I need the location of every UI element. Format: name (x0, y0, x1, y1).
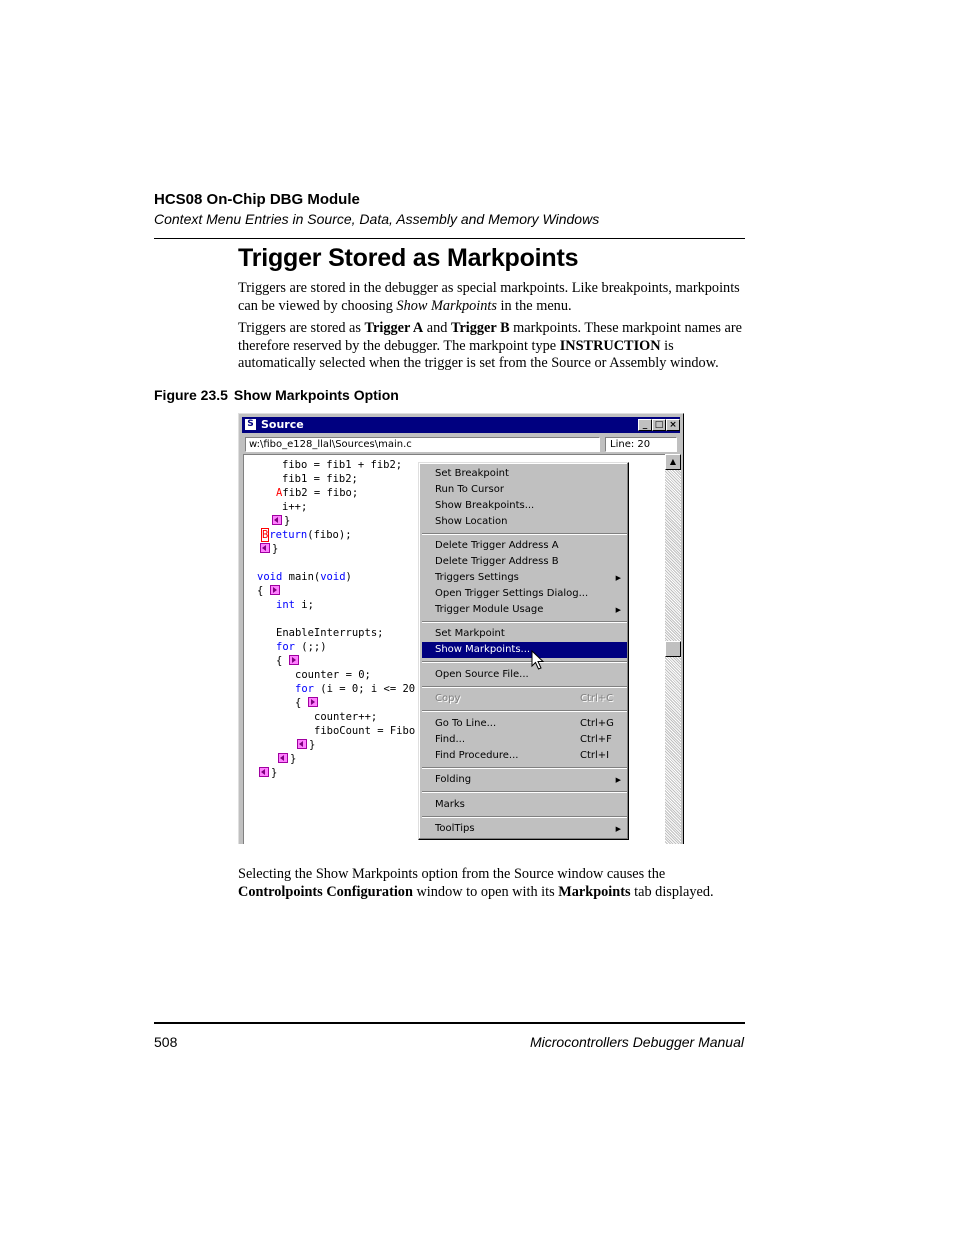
code-line: } (278, 752, 296, 766)
page-number: 508 (154, 1034, 178, 1050)
markpoint-icon (289, 655, 299, 665)
menu-item-show-breakpoints[interactable]: Show Breakpoints... (435, 500, 535, 511)
menu-item-set-breakpoint[interactable]: Set Breakpoint (435, 468, 509, 479)
vertical-scrollbar[interactable] (665, 454, 681, 844)
mouse-pointer-icon (531, 650, 545, 672)
menu-item-run-to-cursor[interactable]: Run To Cursor (435, 484, 504, 495)
code-line: { (276, 654, 301, 668)
line-number-field: Line: 20 (605, 437, 677, 452)
menu-separator (422, 791, 627, 793)
section-heading: Trigger Stored as Markpoints (238, 244, 579, 272)
window-title: Source (261, 418, 304, 431)
menu-separator (422, 686, 627, 688)
window-title-bar[interactable] (242, 417, 680, 433)
markpoint-icon (259, 767, 269, 777)
code-line: Afib2 = fibo; (276, 487, 359, 499)
menu-separator (422, 533, 627, 535)
source-app-icon: S (245, 419, 256, 430)
header-subtitle: Context Menu Entries in Source, Data, Assembly and Memory Windows (154, 211, 600, 227)
menu-item-open-trigger-settings[interactable]: Open Trigger Settings Dialog... (435, 588, 589, 599)
code-line: } (297, 738, 315, 752)
trigger-b-marker: B (262, 529, 269, 541)
menu-item-delete-trigger-a[interactable]: Delete Trigger Address A (435, 540, 559, 551)
markpoint-icon (308, 697, 318, 707)
code-line: fiboCount = Fibo (314, 725, 416, 737)
menu-item-copy[interactable]: Copy Ctrl+C (435, 693, 614, 704)
scroll-thumb[interactable] (665, 641, 681, 657)
code-line: fibo = fib1 + fib2; (282, 459, 403, 471)
minimize-button[interactable]: _ (638, 419, 652, 431)
paragraph-3: Selecting the Show Markpoints option from the Source window causes the Controlpoints Configuration window to open with its Markpoints tab displayed. (238, 866, 714, 900)
menu-item-go-to-line[interactable]: Go To Line... Ctrl+G (435, 718, 614, 729)
code-line: Breturn(fibo); (262, 529, 352, 541)
menu-item-triggers-settings[interactable]: Triggers Settings ▶ (422, 570, 627, 586)
code-line: i++; (282, 501, 308, 513)
menu-item-open-source-file[interactable]: Open Source File... (435, 669, 529, 680)
header-title: HCS08 On-Chip DBG Module (154, 191, 360, 208)
code-line: counter = 0; (295, 669, 371, 681)
code-line: counter++; (314, 711, 378, 723)
maximize-button[interactable]: □ (652, 419, 666, 431)
menu-item-trigger-module-usage[interactable]: Trigger Module Usage ▶ (422, 602, 627, 618)
footer-rule (154, 1022, 745, 1024)
file-path-field: w:\fibo_e128_llal\Sources\main.c (245, 437, 600, 452)
code-line: } (259, 766, 277, 780)
code-line: { (257, 584, 282, 598)
trigger-a-marker: A (276, 487, 283, 499)
code-line: } (272, 514, 290, 528)
markpoint-icon (278, 753, 288, 763)
markpoint-icon (272, 515, 282, 525)
code-line: for (;;) (276, 641, 327, 653)
menu-separator (422, 710, 627, 712)
code-line: EnableInterrupts; (276, 627, 384, 639)
markpoint-icon (270, 585, 280, 595)
code-line: for (i = 0; i <= 20 (295, 683, 416, 695)
code-line: fib1 = fib2; (282, 473, 358, 485)
figure-caption: Figure 23.5 Show Markpoints Option (154, 387, 399, 403)
context-menu (418, 462, 629, 840)
menu-separator (422, 661, 627, 663)
menu-item-folding[interactable]: Folding ▶ (422, 772, 627, 788)
menu-item-show-markpoints[interactable]: Show Markpoints... (422, 642, 627, 658)
code-line: void main(void) (257, 571, 352, 583)
menu-separator (422, 816, 627, 818)
paragraph-1: Triggers are stored in the debugger as special markpoints. Like breakpoints, markpoints can be viewed by choosing Show Markpoints in the menu. (238, 280, 740, 314)
paragraph-2: Triggers are stored as Trigger A and Trigger B markpoints. These markpoint names are therefore reserved by the debugger. The markpoint type INSTRUCTION is automatically selected when the trigger is set from the Source or Assembly window. (238, 320, 743, 371)
submenu-arrow-icon: ▶ (615, 776, 621, 784)
submenu-arrow-icon: ▶ (615, 606, 621, 614)
code-line: int i; (276, 599, 314, 611)
menu-item-delete-trigger-b[interactable]: Delete Trigger Address B (435, 556, 559, 567)
submenu-arrow-icon: ▶ (615, 574, 621, 582)
menu-item-tooltips[interactable]: ToolTips ▶ (422, 821, 627, 837)
markpoint-icon (297, 739, 307, 749)
menu-item-find[interactable]: Find... Ctrl+F (435, 734, 612, 745)
scroll-up-icon[interactable]: ▲ (665, 454, 681, 470)
code-line: { (295, 696, 320, 710)
menu-separator (422, 767, 627, 769)
manual-title: Microcontrollers Debugger Manual (530, 1034, 744, 1050)
header-rule (154, 238, 745, 239)
code-line: } (260, 542, 278, 556)
close-button[interactable]: × (666, 419, 680, 431)
menu-item-show-location[interactable]: Show Location (435, 516, 508, 527)
menu-item-marks[interactable]: Marks (435, 799, 465, 810)
menu-item-set-markpoint[interactable]: Set Markpoint (435, 628, 505, 639)
submenu-arrow-icon: ▶ (615, 825, 621, 833)
menu-separator (422, 621, 627, 623)
menu-item-find-procedure[interactable]: Find Procedure... Ctrl+I (435, 750, 610, 761)
markpoint-icon (260, 543, 270, 553)
